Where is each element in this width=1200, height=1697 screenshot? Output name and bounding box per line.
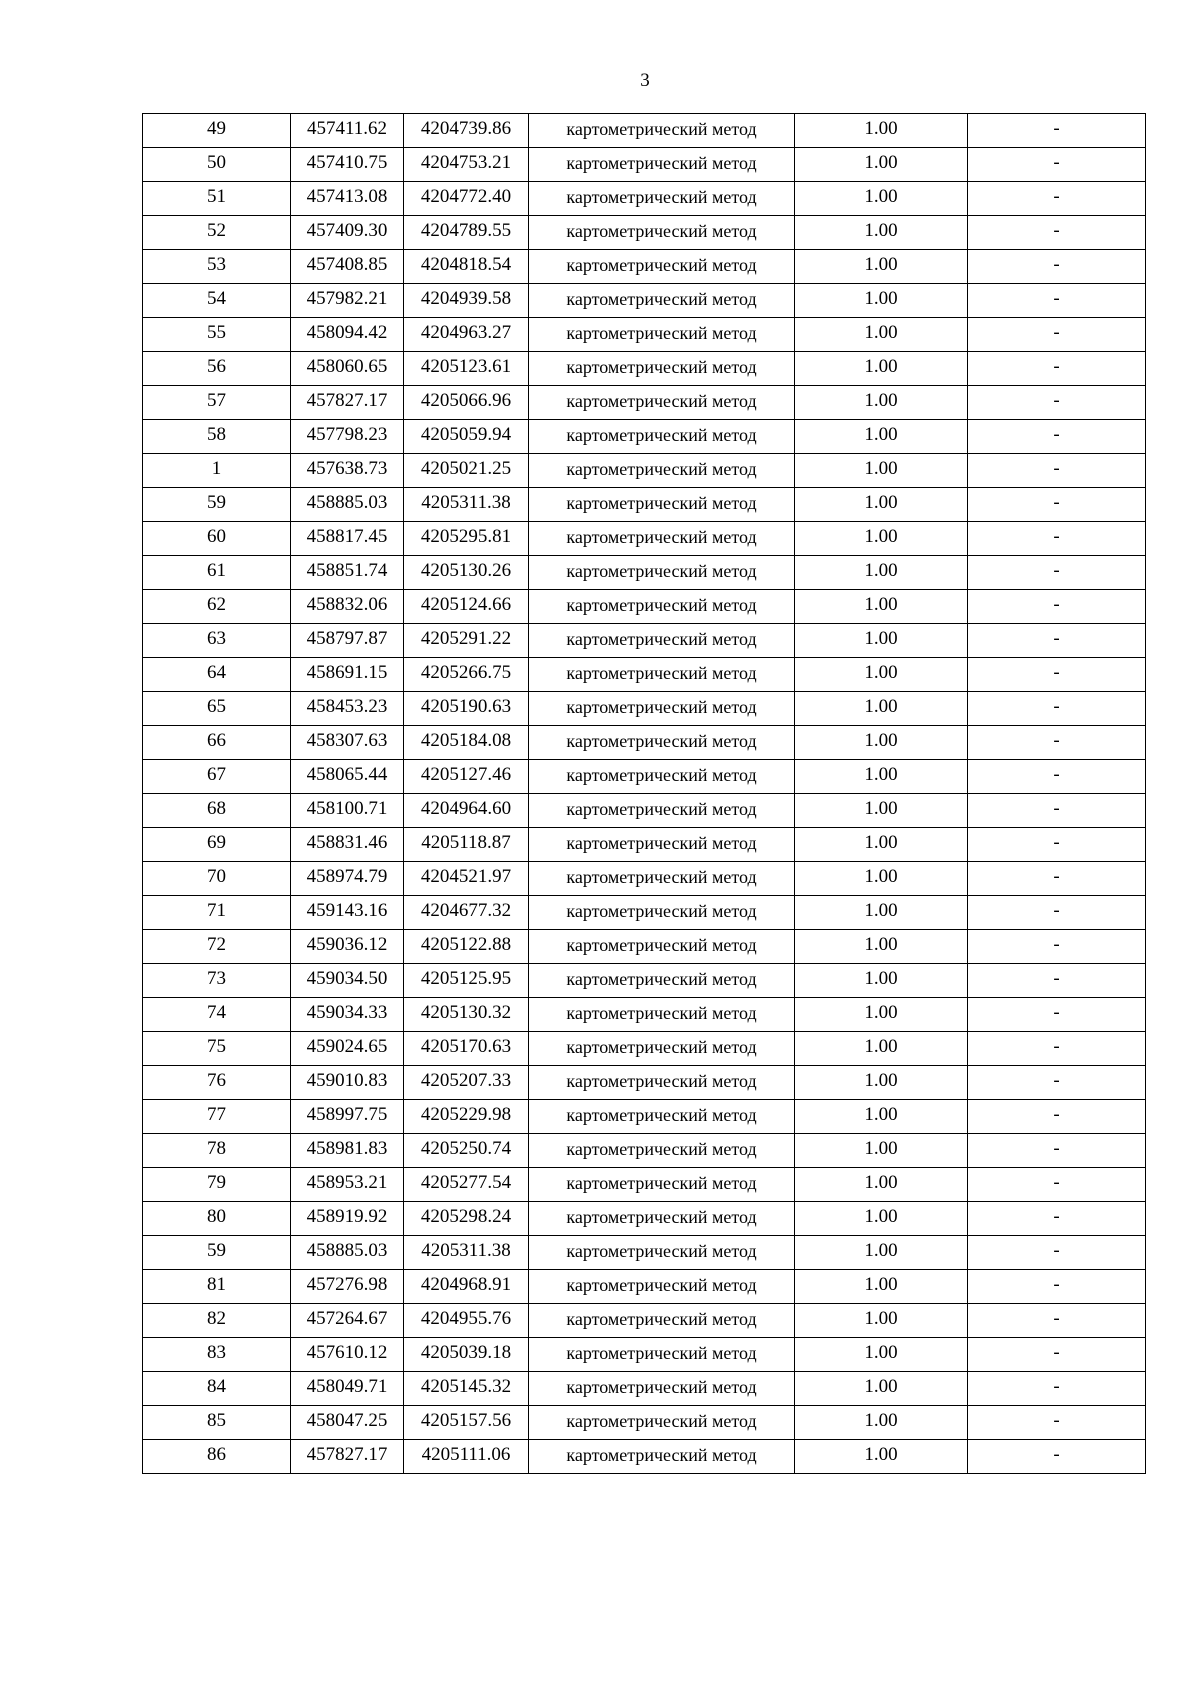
accuracy-cell: 1.00 bbox=[795, 488, 968, 522]
method-cell: картометрический метод bbox=[529, 964, 795, 998]
y-coordinate-cell: 4205266.75 bbox=[404, 658, 529, 692]
x-coordinate-cell: 458885.03 bbox=[291, 488, 404, 522]
note-cell: - bbox=[968, 828, 1146, 862]
note-cell: - bbox=[968, 250, 1146, 284]
point-number-cell: 79 bbox=[143, 1168, 291, 1202]
accuracy-cell: 1.00 bbox=[795, 862, 968, 896]
y-coordinate-cell: 4204964.60 bbox=[404, 794, 529, 828]
accuracy-cell: 1.00 bbox=[795, 522, 968, 556]
table-row bbox=[143, 352, 1146, 386]
accuracy-cell: 1.00 bbox=[795, 114, 968, 148]
x-coordinate-cell: 458885.03 bbox=[291, 1236, 404, 1270]
table-row bbox=[143, 896, 1146, 930]
table-row bbox=[143, 1236, 1146, 1270]
x-coordinate-cell: 457827.17 bbox=[291, 386, 404, 420]
note-cell: - bbox=[968, 1372, 1146, 1406]
x-coordinate-cell: 458953.21 bbox=[291, 1168, 404, 1202]
point-number-cell: 60 bbox=[143, 522, 291, 556]
table-row bbox=[143, 794, 1146, 828]
table-row bbox=[143, 1406, 1146, 1440]
y-coordinate-cell: 4204772.40 bbox=[404, 182, 529, 216]
note-cell: - bbox=[968, 182, 1146, 216]
method-cell: картометрический метод bbox=[529, 1372, 795, 1406]
note-cell: - bbox=[968, 318, 1146, 352]
x-coordinate-cell: 458997.75 bbox=[291, 1100, 404, 1134]
point-number-cell: 59 bbox=[143, 1236, 291, 1270]
method-cell: картометрический метод bbox=[529, 1032, 795, 1066]
coordinates-table-body bbox=[143, 114, 1146, 1474]
table-row bbox=[143, 692, 1146, 726]
table-row bbox=[143, 182, 1146, 216]
x-coordinate-cell: 458797.87 bbox=[291, 624, 404, 658]
note-cell: - bbox=[968, 148, 1146, 182]
point-number-cell: 50 bbox=[143, 148, 291, 182]
accuracy-cell: 1.00 bbox=[795, 216, 968, 250]
table-row bbox=[143, 250, 1146, 284]
note-cell: - bbox=[968, 1236, 1146, 1270]
y-coordinate-cell: 4205066.96 bbox=[404, 386, 529, 420]
table-row bbox=[143, 998, 1146, 1032]
note-cell: - bbox=[968, 114, 1146, 148]
method-cell: картометрический метод bbox=[529, 1236, 795, 1270]
y-coordinate-cell: 4205291.22 bbox=[404, 624, 529, 658]
method-cell: картометрический метод bbox=[529, 828, 795, 862]
accuracy-cell: 1.00 bbox=[795, 556, 968, 590]
table-row bbox=[143, 828, 1146, 862]
point-number-cell: 1 bbox=[143, 454, 291, 488]
accuracy-cell: 1.00 bbox=[795, 1202, 968, 1236]
y-coordinate-cell: 4205184.08 bbox=[404, 726, 529, 760]
table-row bbox=[143, 148, 1146, 182]
point-number-cell: 67 bbox=[143, 760, 291, 794]
y-coordinate-cell: 4205311.38 bbox=[404, 1236, 529, 1270]
note-cell: - bbox=[968, 1168, 1146, 1202]
y-coordinate-cell: 4205298.24 bbox=[404, 1202, 529, 1236]
x-coordinate-cell: 458100.71 bbox=[291, 794, 404, 828]
note-cell: - bbox=[968, 930, 1146, 964]
table-row bbox=[143, 1100, 1146, 1134]
method-cell: картометрический метод bbox=[529, 726, 795, 760]
accuracy-cell: 1.00 bbox=[795, 352, 968, 386]
x-coordinate-cell: 459024.65 bbox=[291, 1032, 404, 1066]
note-cell: - bbox=[968, 896, 1146, 930]
point-number-cell: 70 bbox=[143, 862, 291, 896]
note-cell: - bbox=[968, 1270, 1146, 1304]
table-row bbox=[143, 1338, 1146, 1372]
accuracy-cell: 1.00 bbox=[795, 1304, 968, 1338]
coordinates-table bbox=[142, 113, 1146, 1474]
x-coordinate-cell: 459034.33 bbox=[291, 998, 404, 1032]
method-cell: картометрический метод bbox=[529, 590, 795, 624]
accuracy-cell: 1.00 bbox=[795, 896, 968, 930]
note-cell: - bbox=[968, 1338, 1146, 1372]
table-row bbox=[143, 930, 1146, 964]
accuracy-cell: 1.00 bbox=[795, 318, 968, 352]
point-number-cell: 73 bbox=[143, 964, 291, 998]
point-number-cell: 56 bbox=[143, 352, 291, 386]
table-row bbox=[143, 114, 1146, 148]
y-coordinate-cell: 4204739.86 bbox=[404, 114, 529, 148]
x-coordinate-cell: 458832.06 bbox=[291, 590, 404, 624]
point-number-cell: 51 bbox=[143, 182, 291, 216]
x-coordinate-cell: 458974.79 bbox=[291, 862, 404, 896]
y-coordinate-cell: 4205021.25 bbox=[404, 454, 529, 488]
method-cell: картометрический метод bbox=[529, 1270, 795, 1304]
method-cell: картометрический метод bbox=[529, 522, 795, 556]
x-coordinate-cell: 457638.73 bbox=[291, 454, 404, 488]
x-coordinate-cell: 459143.16 bbox=[291, 896, 404, 930]
y-coordinate-cell: 4204963.27 bbox=[404, 318, 529, 352]
x-coordinate-cell: 457798.23 bbox=[291, 420, 404, 454]
table-row bbox=[143, 624, 1146, 658]
x-coordinate-cell: 458060.65 bbox=[291, 352, 404, 386]
method-cell: картометрический метод bbox=[529, 998, 795, 1032]
accuracy-cell: 1.00 bbox=[795, 658, 968, 692]
table-row bbox=[143, 1202, 1146, 1236]
x-coordinate-cell: 457264.67 bbox=[291, 1304, 404, 1338]
method-cell: картометрический метод bbox=[529, 692, 795, 726]
accuracy-cell: 1.00 bbox=[795, 1032, 968, 1066]
y-coordinate-cell: 4205127.46 bbox=[404, 760, 529, 794]
table-row bbox=[143, 1032, 1146, 1066]
y-coordinate-cell: 4205122.88 bbox=[404, 930, 529, 964]
note-cell: - bbox=[968, 692, 1146, 726]
accuracy-cell: 1.00 bbox=[795, 964, 968, 998]
table-row bbox=[143, 1440, 1146, 1474]
table-row bbox=[143, 726, 1146, 760]
y-coordinate-cell: 4205130.26 bbox=[404, 556, 529, 590]
note-cell: - bbox=[968, 522, 1146, 556]
point-number-cell: 63 bbox=[143, 624, 291, 658]
point-number-cell: 80 bbox=[143, 1202, 291, 1236]
x-coordinate-cell: 458691.15 bbox=[291, 658, 404, 692]
method-cell: картометрический метод bbox=[529, 318, 795, 352]
method-cell: картометрический метод bbox=[529, 420, 795, 454]
y-coordinate-cell: 4204939.58 bbox=[404, 284, 529, 318]
accuracy-cell: 1.00 bbox=[795, 760, 968, 794]
y-coordinate-cell: 4205190.63 bbox=[404, 692, 529, 726]
y-coordinate-cell: 4205170.63 bbox=[404, 1032, 529, 1066]
point-number-cell: 69 bbox=[143, 828, 291, 862]
note-cell: - bbox=[968, 794, 1146, 828]
y-coordinate-cell: 4205124.66 bbox=[404, 590, 529, 624]
method-cell: картометрический метод bbox=[529, 1134, 795, 1168]
point-number-cell: 76 bbox=[143, 1066, 291, 1100]
note-cell: - bbox=[968, 1202, 1146, 1236]
x-coordinate-cell: 458065.44 bbox=[291, 760, 404, 794]
table-row bbox=[143, 1270, 1146, 1304]
y-coordinate-cell: 4204753.21 bbox=[404, 148, 529, 182]
x-coordinate-cell: 457610.12 bbox=[291, 1338, 404, 1372]
accuracy-cell: 1.00 bbox=[795, 284, 968, 318]
y-coordinate-cell: 4205130.32 bbox=[404, 998, 529, 1032]
point-number-cell: 58 bbox=[143, 420, 291, 454]
y-coordinate-cell: 4205145.32 bbox=[404, 1372, 529, 1406]
y-coordinate-cell: 4204818.54 bbox=[404, 250, 529, 284]
method-cell: картометрический метод bbox=[529, 624, 795, 658]
accuracy-cell: 1.00 bbox=[795, 1134, 968, 1168]
method-cell: картометрический метод bbox=[529, 454, 795, 488]
table-row bbox=[143, 216, 1146, 250]
note-cell: - bbox=[968, 284, 1146, 318]
note-cell: - bbox=[968, 1100, 1146, 1134]
note-cell: - bbox=[968, 386, 1146, 420]
point-number-cell: 77 bbox=[143, 1100, 291, 1134]
method-cell: картометрический метод bbox=[529, 658, 795, 692]
note-cell: - bbox=[968, 1304, 1146, 1338]
point-number-cell: 53 bbox=[143, 250, 291, 284]
method-cell: картометрический метод bbox=[529, 1440, 795, 1474]
point-number-cell: 55 bbox=[143, 318, 291, 352]
point-number-cell: 84 bbox=[143, 1372, 291, 1406]
table-row bbox=[143, 1304, 1146, 1338]
x-coordinate-cell: 457408.85 bbox=[291, 250, 404, 284]
y-coordinate-cell: 4205125.95 bbox=[404, 964, 529, 998]
point-number-cell: 62 bbox=[143, 590, 291, 624]
accuracy-cell: 1.00 bbox=[795, 1440, 968, 1474]
note-cell: - bbox=[968, 454, 1146, 488]
y-coordinate-cell: 4205118.87 bbox=[404, 828, 529, 862]
method-cell: картометрический метод bbox=[529, 386, 795, 420]
y-coordinate-cell: 4205059.94 bbox=[404, 420, 529, 454]
x-coordinate-cell: 458851.74 bbox=[291, 556, 404, 590]
table-row bbox=[143, 386, 1146, 420]
note-cell: - bbox=[968, 556, 1146, 590]
accuracy-cell: 1.00 bbox=[795, 182, 968, 216]
point-number-cell: 81 bbox=[143, 1270, 291, 1304]
accuracy-cell: 1.00 bbox=[795, 1168, 968, 1202]
method-cell: картометрический метод bbox=[529, 148, 795, 182]
y-coordinate-cell: 4205039.18 bbox=[404, 1338, 529, 1372]
method-cell: картометрический метод bbox=[529, 896, 795, 930]
note-cell: - bbox=[968, 488, 1146, 522]
x-coordinate-cell: 458094.42 bbox=[291, 318, 404, 352]
method-cell: картометрический метод bbox=[529, 216, 795, 250]
note-cell: - bbox=[968, 624, 1146, 658]
table-row bbox=[143, 318, 1146, 352]
table-row bbox=[143, 522, 1146, 556]
table-row bbox=[143, 420, 1146, 454]
table-row bbox=[143, 1134, 1146, 1168]
note-cell: - bbox=[968, 216, 1146, 250]
note-cell: - bbox=[968, 1032, 1146, 1066]
point-number-cell: 83 bbox=[143, 1338, 291, 1372]
y-coordinate-cell: 4204677.32 bbox=[404, 896, 529, 930]
table-row bbox=[143, 1168, 1146, 1202]
table-row bbox=[143, 590, 1146, 624]
point-number-cell: 52 bbox=[143, 216, 291, 250]
x-coordinate-cell: 457413.08 bbox=[291, 182, 404, 216]
method-cell: картометрический метод bbox=[529, 760, 795, 794]
x-coordinate-cell: 458307.63 bbox=[291, 726, 404, 760]
y-coordinate-cell: 4204521.97 bbox=[404, 862, 529, 896]
accuracy-cell: 1.00 bbox=[795, 250, 968, 284]
point-number-cell: 78 bbox=[143, 1134, 291, 1168]
accuracy-cell: 1.00 bbox=[795, 624, 968, 658]
x-coordinate-cell: 459036.12 bbox=[291, 930, 404, 964]
accuracy-cell: 1.00 bbox=[795, 454, 968, 488]
x-coordinate-cell: 458049.71 bbox=[291, 1372, 404, 1406]
table-row bbox=[143, 658, 1146, 692]
point-number-cell: 66 bbox=[143, 726, 291, 760]
method-cell: картометрический метод bbox=[529, 1100, 795, 1134]
method-cell: картометрический метод bbox=[529, 1338, 795, 1372]
method-cell: картометрический метод bbox=[529, 1304, 795, 1338]
point-number-cell: 71 bbox=[143, 896, 291, 930]
y-coordinate-cell: 4205295.81 bbox=[404, 522, 529, 556]
point-number-cell: 68 bbox=[143, 794, 291, 828]
point-number-cell: 54 bbox=[143, 284, 291, 318]
accuracy-cell: 1.00 bbox=[795, 828, 968, 862]
table-row bbox=[143, 556, 1146, 590]
table-row bbox=[143, 454, 1146, 488]
accuracy-cell: 1.00 bbox=[795, 1372, 968, 1406]
note-cell: - bbox=[968, 420, 1146, 454]
method-cell: картометрический метод bbox=[529, 1202, 795, 1236]
note-cell: - bbox=[968, 726, 1146, 760]
method-cell: картометрический метод bbox=[529, 182, 795, 216]
table-row bbox=[143, 862, 1146, 896]
x-coordinate-cell: 458919.92 bbox=[291, 1202, 404, 1236]
note-cell: - bbox=[968, 760, 1146, 794]
y-coordinate-cell: 4204968.91 bbox=[404, 1270, 529, 1304]
accuracy-cell: 1.00 bbox=[795, 1066, 968, 1100]
x-coordinate-cell: 457982.21 bbox=[291, 284, 404, 318]
point-number-cell: 75 bbox=[143, 1032, 291, 1066]
method-cell: картометрический метод bbox=[529, 862, 795, 896]
accuracy-cell: 1.00 bbox=[795, 1406, 968, 1440]
y-coordinate-cell: 4205123.61 bbox=[404, 352, 529, 386]
x-coordinate-cell: 458047.25 bbox=[291, 1406, 404, 1440]
point-number-cell: 85 bbox=[143, 1406, 291, 1440]
note-cell: - bbox=[968, 658, 1146, 692]
x-coordinate-cell: 458817.45 bbox=[291, 522, 404, 556]
note-cell: - bbox=[968, 1440, 1146, 1474]
point-number-cell: 64 bbox=[143, 658, 291, 692]
method-cell: картометрический метод bbox=[529, 930, 795, 964]
accuracy-cell: 1.00 bbox=[795, 148, 968, 182]
method-cell: картометрический метод bbox=[529, 1406, 795, 1440]
x-coordinate-cell: 458981.83 bbox=[291, 1134, 404, 1168]
y-coordinate-cell: 4205277.54 bbox=[404, 1168, 529, 1202]
x-coordinate-cell: 457410.75 bbox=[291, 148, 404, 182]
y-coordinate-cell: 4204789.55 bbox=[404, 216, 529, 250]
y-coordinate-cell: 4205111.06 bbox=[404, 1440, 529, 1474]
note-cell: - bbox=[968, 964, 1146, 998]
method-cell: картометрический метод bbox=[529, 794, 795, 828]
point-number-cell: 72 bbox=[143, 930, 291, 964]
method-cell: картометрический метод bbox=[529, 250, 795, 284]
table-row bbox=[143, 1372, 1146, 1406]
note-cell: - bbox=[968, 1406, 1146, 1440]
method-cell: картометрический метод bbox=[529, 114, 795, 148]
y-coordinate-cell: 4205229.98 bbox=[404, 1100, 529, 1134]
page-number: 3 bbox=[640, 70, 650, 91]
accuracy-cell: 1.00 bbox=[795, 420, 968, 454]
note-cell: - bbox=[968, 1066, 1146, 1100]
point-number-cell: 65 bbox=[143, 692, 291, 726]
note-cell: - bbox=[968, 998, 1146, 1032]
table-row bbox=[143, 964, 1146, 998]
y-coordinate-cell: 4205207.33 bbox=[404, 1066, 529, 1100]
note-cell: - bbox=[968, 1134, 1146, 1168]
point-number-cell: 49 bbox=[143, 114, 291, 148]
point-number-cell: 57 bbox=[143, 386, 291, 420]
x-coordinate-cell: 457411.62 bbox=[291, 114, 404, 148]
y-coordinate-cell: 4205250.74 bbox=[404, 1134, 529, 1168]
method-cell: картометрический метод bbox=[529, 1066, 795, 1100]
point-number-cell: 59 bbox=[143, 488, 291, 522]
accuracy-cell: 1.00 bbox=[795, 386, 968, 420]
method-cell: картометрический метод bbox=[529, 488, 795, 522]
table-row bbox=[143, 284, 1146, 318]
accuracy-cell: 1.00 bbox=[795, 692, 968, 726]
accuracy-cell: 1.00 bbox=[795, 930, 968, 964]
accuracy-cell: 1.00 bbox=[795, 1338, 968, 1372]
x-coordinate-cell: 459010.83 bbox=[291, 1066, 404, 1100]
method-cell: картометрический метод bbox=[529, 284, 795, 318]
accuracy-cell: 1.00 bbox=[795, 1100, 968, 1134]
accuracy-cell: 1.00 bbox=[795, 590, 968, 624]
y-coordinate-cell: 4205311.38 bbox=[404, 488, 529, 522]
note-cell: - bbox=[968, 862, 1146, 896]
accuracy-cell: 1.00 bbox=[795, 794, 968, 828]
x-coordinate-cell: 458453.23 bbox=[291, 692, 404, 726]
accuracy-cell: 1.00 bbox=[795, 726, 968, 760]
x-coordinate-cell: 458831.46 bbox=[291, 828, 404, 862]
x-coordinate-cell: 459034.50 bbox=[291, 964, 404, 998]
note-cell: - bbox=[968, 590, 1146, 624]
point-number-cell: 86 bbox=[143, 1440, 291, 1474]
y-coordinate-cell: 4204955.76 bbox=[404, 1304, 529, 1338]
point-number-cell: 74 bbox=[143, 998, 291, 1032]
note-cell: - bbox=[968, 352, 1146, 386]
table-row bbox=[143, 1066, 1146, 1100]
x-coordinate-cell: 457827.17 bbox=[291, 1440, 404, 1474]
x-coordinate-cell: 457409.30 bbox=[291, 216, 404, 250]
accuracy-cell: 1.00 bbox=[795, 1270, 968, 1304]
point-number-cell: 61 bbox=[143, 556, 291, 590]
y-coordinate-cell: 4205157.56 bbox=[404, 1406, 529, 1440]
accuracy-cell: 1.00 bbox=[795, 998, 968, 1032]
point-number-cell: 82 bbox=[143, 1304, 291, 1338]
x-coordinate-cell: 457276.98 bbox=[291, 1270, 404, 1304]
table-row bbox=[143, 760, 1146, 794]
accuracy-cell: 1.00 bbox=[795, 1236, 968, 1270]
method-cell: картометрический метод bbox=[529, 556, 795, 590]
method-cell: картометрический метод bbox=[529, 352, 795, 386]
method-cell: картометрический метод bbox=[529, 1168, 795, 1202]
table-row bbox=[143, 488, 1146, 522]
